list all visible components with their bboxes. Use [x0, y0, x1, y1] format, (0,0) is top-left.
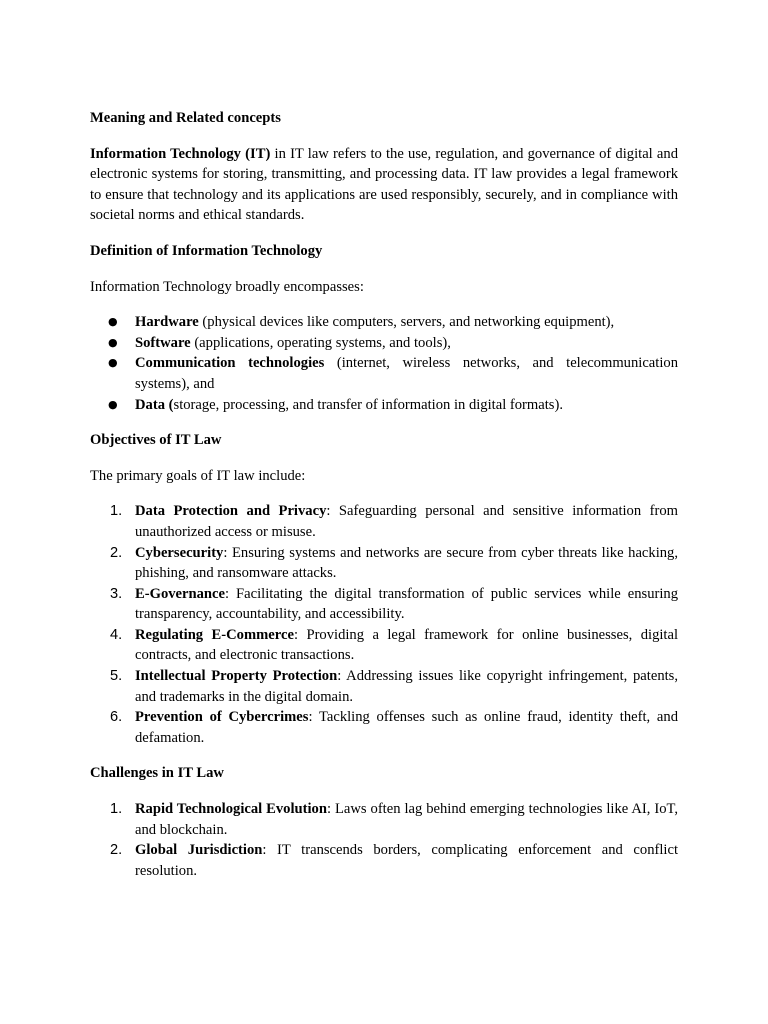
item-text: storage, processing, and transfer of information in digital formats).: [173, 396, 563, 413]
item-text: : Laws often lag behind emerging technologies like AI, IoT, and blockchain.: [135, 801, 678, 838]
item-text: : Providing a legal framework for online businesses, digital contracts, and electronic transactions.: [135, 626, 679, 664]
item-number: 5.: [110, 668, 123, 685]
item-term: Data (: [135, 396, 174, 413]
list-item: [90, 799, 678, 840]
item-term: Software: [135, 334, 191, 351]
bullet-icon: ●: [108, 315, 118, 329]
term-information-technology: Information Technology (IT): [90, 145, 271, 162]
item-term: Rapid Technological Evolution: [135, 801, 327, 818]
list-item: [90, 501, 678, 542]
heading-objectives: Objectives of IT Law: [90, 432, 222, 449]
item-text: : Tackling offenses such as online fraud, identity theft, and defamation.: [135, 709, 678, 746]
list-item: [90, 353, 678, 394]
numbered-list-challenges: [90, 799, 678, 881]
paragraph-primary-goals: The primary goals of IT law include:: [90, 467, 306, 484]
item-number: 2.: [110, 842, 123, 859]
bullet-list-encompasses: [90, 312, 678, 415]
bullet-icon: ●: [108, 356, 118, 370]
item-text: : Facilitating the digital transformation of public services while ensuring transparency, accountability, and accessibility.: [135, 585, 678, 623]
item-text: : IT transcends borders, complicating enforcement and conflict resolution.: [135, 842, 679, 879]
item-term: Global Jurisdiction: [135, 842, 263, 859]
paragraph-it-intro: [90, 144, 678, 226]
item-number: 1.: [110, 801, 123, 818]
list-item: [90, 707, 678, 748]
bullet-icon: ●: [108, 397, 118, 411]
item-term: Hardware: [135, 314, 199, 331]
item-text: (internet, wireless networks, and telecommunication systems), and: [135, 355, 678, 392]
item-term: E-Governance: [135, 585, 225, 602]
item-text: : Addressing issues like copyright infringement, patents, and trademarks in the digital domain.: [135, 668, 678, 705]
item-text: (physical devices like computers, servers, and networking equipment),: [198, 314, 615, 331]
list-item: [90, 333, 678, 354]
list-item: [90, 840, 678, 881]
list-item: [90, 543, 678, 584]
heading-definition: Definition of Information Technology: [90, 242, 323, 259]
list-item: [90, 312, 678, 333]
document-page: [90, 108, 678, 896]
intro-text: in IT law refers to the use, regulation, and governance of digital and electronic systems for storing, transmitting, and processing data. IT law provides a legal framework to ensure that technology and its applications are used responsibly, securely, and in compliance with societal norms and ethical standards.: [90, 145, 678, 224]
item-text: (applications, operating systems, and tools),: [190, 334, 451, 351]
item-term: Regulating E-Commerce: [135, 626, 294, 643]
item-term: Prevention of Cybercrimes: [135, 709, 309, 726]
item-term: Data Protection and Privacy: [135, 503, 327, 520]
list-item: [90, 625, 678, 666]
item-term: Communication technologies: [135, 355, 325, 372]
item-text: : Safeguarding personal and sensitive information from unauthorized access or misuse.: [135, 503, 678, 540]
list-item: [90, 666, 678, 707]
numbered-list-objectives: [90, 501, 678, 748]
item-number: 4.: [110, 626, 123, 643]
item-number: 1.: [110, 503, 123, 520]
heading-challenges: Challenges in IT Law: [90, 765, 224, 782]
paragraph-encompasses: Information Technology broadly encompasses:: [90, 278, 364, 295]
item-term: Intellectual Property Protection: [135, 668, 338, 685]
item-term: Cybersecurity: [135, 544, 224, 561]
heading-meaning: Meaning and Related concepts: [90, 110, 281, 126]
list-item: [90, 395, 678, 416]
item-text: : Ensuring systems and networks are secure from cyber threats like hacking, phishing, and ransomware attacks.: [135, 544, 678, 582]
list-item: [90, 584, 678, 625]
item-number: 3.: [110, 585, 123, 602]
item-number: 6.: [110, 709, 123, 726]
item-number: 2.: [110, 544, 123, 561]
bullet-icon: ●: [108, 335, 118, 349]
